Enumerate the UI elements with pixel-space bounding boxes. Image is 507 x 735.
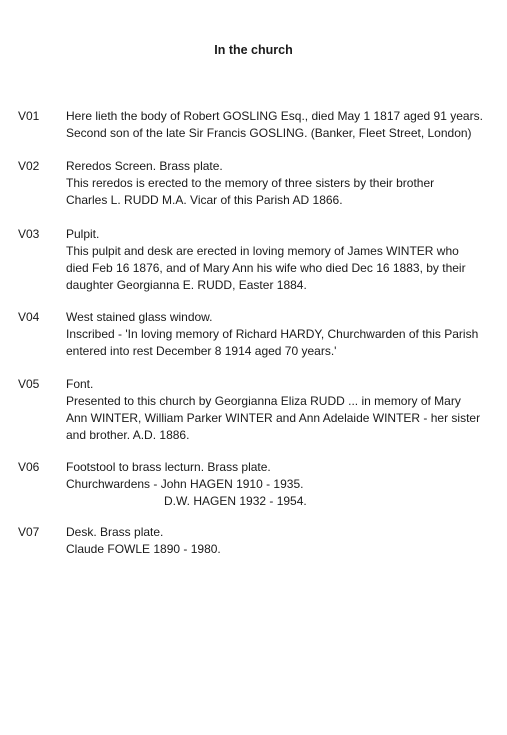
entry-text bbox=[66, 108, 490, 142]
page-title: In the church bbox=[214, 43, 293, 57]
entry-code: V01 bbox=[18, 109, 40, 123]
entry-line: Charles L. RUDD M.A. Vicar of this Parish AD 1866. bbox=[66, 193, 343, 207]
entry-line: Presented to this church by Georgianna Eliza RUDD ... in memory of Mary bbox=[66, 394, 461, 408]
entry-line: Claude FOWLE 1890 - 1980. bbox=[66, 542, 221, 556]
entry-line: Ann WINTER, William Parker WINTER and Ann Adelaide WINTER - her sister bbox=[66, 411, 481, 425]
entry-text bbox=[66, 376, 490, 444]
entry-line: D.W. HAGEN 1932 - 1954. bbox=[164, 494, 307, 508]
entry-line: Reredos Screen. Brass plate. bbox=[66, 159, 223, 173]
entry-line: Font. bbox=[66, 377, 94, 391]
entry-code: V06 bbox=[18, 460, 40, 474]
entry-text bbox=[66, 158, 490, 209]
entry-line: Desk. Brass plate. bbox=[66, 525, 164, 539]
entry-code: V03 bbox=[18, 227, 40, 241]
entry-code: V05 bbox=[18, 377, 40, 391]
entry-line: and brother. A.D. 1886. bbox=[66, 428, 190, 442]
entry-line: This reredos is erected to the memory of three sisters by their brother bbox=[66, 176, 435, 190]
entry-line: entered into rest December 8 1914 aged 70 years.' bbox=[66, 344, 337, 358]
entry-code: V07 bbox=[18, 525, 40, 539]
entry-text bbox=[66, 309, 490, 360]
entry-line: Footstool to brass lecturn. Brass plate. bbox=[66, 460, 271, 474]
entry-text bbox=[66, 459, 490, 510]
entry-text bbox=[66, 226, 490, 294]
entry-line: Pulpit. bbox=[66, 227, 100, 241]
entry-line: Churchwardens - John HAGEN 1910 - 1935. bbox=[66, 477, 304, 491]
entry-line: Inscribed - 'In loving memory of Richard HARDY, Churchwarden of this Parish bbox=[66, 327, 479, 341]
entry-line: Here lieth the body of Robert GOSLING Esq., died May 1 1817 aged 91 years. bbox=[66, 109, 483, 123]
entry-code: V04 bbox=[18, 310, 40, 324]
entry-line: Second son of the late Sir Francis GOSLING. (Banker, Fleet Street, London) bbox=[66, 126, 472, 140]
entry-text bbox=[66, 524, 490, 558]
entry-line: West stained glass window. bbox=[66, 310, 213, 324]
entry-line: died Feb 16 1876, and of Mary Ann his wife who died Dec 16 1883, by their bbox=[66, 261, 466, 275]
entry-line: This pulpit and desk are erected in loving memory of James WINTER who bbox=[66, 244, 459, 258]
entry-line: daughter Georgianna E. RUDD, Easter 1884. bbox=[66, 278, 307, 292]
entry-code: V02 bbox=[18, 159, 40, 173]
